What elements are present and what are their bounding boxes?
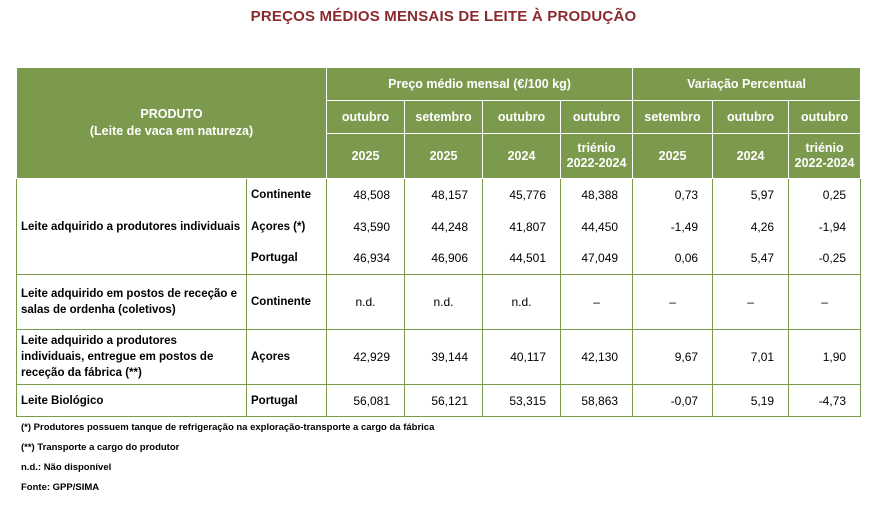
price-cell: 48,508 xyxy=(327,179,405,211)
var-cell: – xyxy=(633,275,713,330)
price-cell: – xyxy=(561,275,633,330)
price-cell: 56,081 xyxy=(327,385,405,417)
footnote: (*) Produtores possuem tanque de refrigeração na exploração-transporte a cargo da fábrica xyxy=(21,422,435,433)
var-cell: 0,06 xyxy=(633,243,713,275)
price-cell: 42,929 xyxy=(327,330,405,385)
var-cell: 0,73 xyxy=(633,179,713,211)
price-year-header: 2025 xyxy=(405,134,483,179)
var-cell: 4,26 xyxy=(713,211,789,243)
var-cell: 7,01 xyxy=(713,330,789,385)
price-month-header: setembro xyxy=(405,101,483,134)
page-title: PREÇOS MÉDIOS MENSAIS DE LEITE À PRODUÇÃO xyxy=(250,8,637,25)
price-cell: 45,776 xyxy=(483,179,561,211)
price-month-header: outubro xyxy=(561,101,633,134)
var-cell: 9,67 xyxy=(633,330,713,385)
region-cell: Continente xyxy=(247,179,327,211)
price-cell: 43,590 xyxy=(327,211,405,243)
product-header xyxy=(17,68,327,179)
var-cell: -0,25 xyxy=(789,243,861,275)
price-cell: 48,388 xyxy=(561,179,633,211)
price-cell: 44,450 xyxy=(561,211,633,243)
price-cell: 48,157 xyxy=(405,179,483,211)
footnote: (**) Transporte a cargo do produtor xyxy=(21,442,180,453)
footnote: n.d.: Não disponível xyxy=(21,462,112,473)
price-cell: 42,130 xyxy=(561,330,633,385)
var-cell: – xyxy=(713,275,789,330)
price-cell: n.d. xyxy=(327,275,405,330)
product-header-label: PRODUTO xyxy=(140,107,203,121)
price-cell: 47,049 xyxy=(561,243,633,275)
var-cell: 0,25 xyxy=(789,179,861,211)
var-month-header: outubro xyxy=(789,101,861,134)
var-cell: – xyxy=(789,275,861,330)
price-cell: 58,863 xyxy=(561,385,633,417)
price-cell: 46,906 xyxy=(405,243,483,275)
table-row xyxy=(17,385,861,417)
region-cell: Portugal xyxy=(247,385,327,417)
var-month-header: outubro xyxy=(713,101,789,134)
price-cell: 39,144 xyxy=(405,330,483,385)
region-cell: Açores (*) xyxy=(247,211,327,243)
source-note: Fonte: GPP/SIMA xyxy=(21,482,100,493)
var-year-header: 2024 xyxy=(713,134,789,179)
var-month-header: setembro xyxy=(633,101,713,134)
price-cell: 40,117 xyxy=(483,330,561,385)
price-cell: 56,121 xyxy=(405,385,483,417)
table-row xyxy=(17,179,861,211)
price-group-header: Preço médio mensal (€/100 kg) xyxy=(327,68,633,101)
var-cell: -1,49 xyxy=(633,211,713,243)
variation-group-header: Variação Percentual xyxy=(633,68,861,101)
price-year-header: 2025 xyxy=(327,134,405,179)
price-cell: n.d. xyxy=(405,275,483,330)
var-year-header: triénio 2022-2024 xyxy=(789,134,861,179)
product-cell: Leite adquirido em postos de receção e salas de ordenha (coletivos) xyxy=(17,275,247,330)
var-cell: -1,94 xyxy=(789,211,861,243)
price-cell: n.d. xyxy=(483,275,561,330)
product-header-sub: (Leite de vaca em natureza) xyxy=(89,124,254,138)
price-cell: 53,315 xyxy=(483,385,561,417)
price-year-header: triénio 2022-2024 xyxy=(561,134,633,179)
price-cell: 41,807 xyxy=(483,211,561,243)
product-cell: Leite Biológico xyxy=(17,385,247,417)
price-month-header: outubro xyxy=(483,101,561,134)
table-row xyxy=(17,275,861,330)
var-cell: -0,07 xyxy=(633,385,713,417)
price-cell: 46,934 xyxy=(327,243,405,275)
price-cell: 44,501 xyxy=(483,243,561,275)
price-year-header: 2024 xyxy=(483,134,561,179)
milk-prices-table xyxy=(16,67,861,417)
region-cell: Açores xyxy=(247,330,327,385)
region-cell: Continente xyxy=(247,275,327,330)
product-cell: Leite adquirido a produtores individuais xyxy=(17,179,247,275)
product-cell: Leite adquirido a produtores individuais, entregue em postos de receção da fábrica (**) xyxy=(17,330,247,385)
var-cell: 5,97 xyxy=(713,179,789,211)
var-cell: 5,47 xyxy=(713,243,789,275)
var-year-header: 2025 xyxy=(633,134,713,179)
price-cell: 44,248 xyxy=(405,211,483,243)
var-cell: 5,19 xyxy=(713,385,789,417)
table-row xyxy=(17,330,861,385)
price-month-header: outubro xyxy=(327,101,405,134)
var-cell: -4,73 xyxy=(789,385,861,417)
region-cell: Portugal xyxy=(247,243,327,275)
var-cell: 1,90 xyxy=(789,330,861,385)
